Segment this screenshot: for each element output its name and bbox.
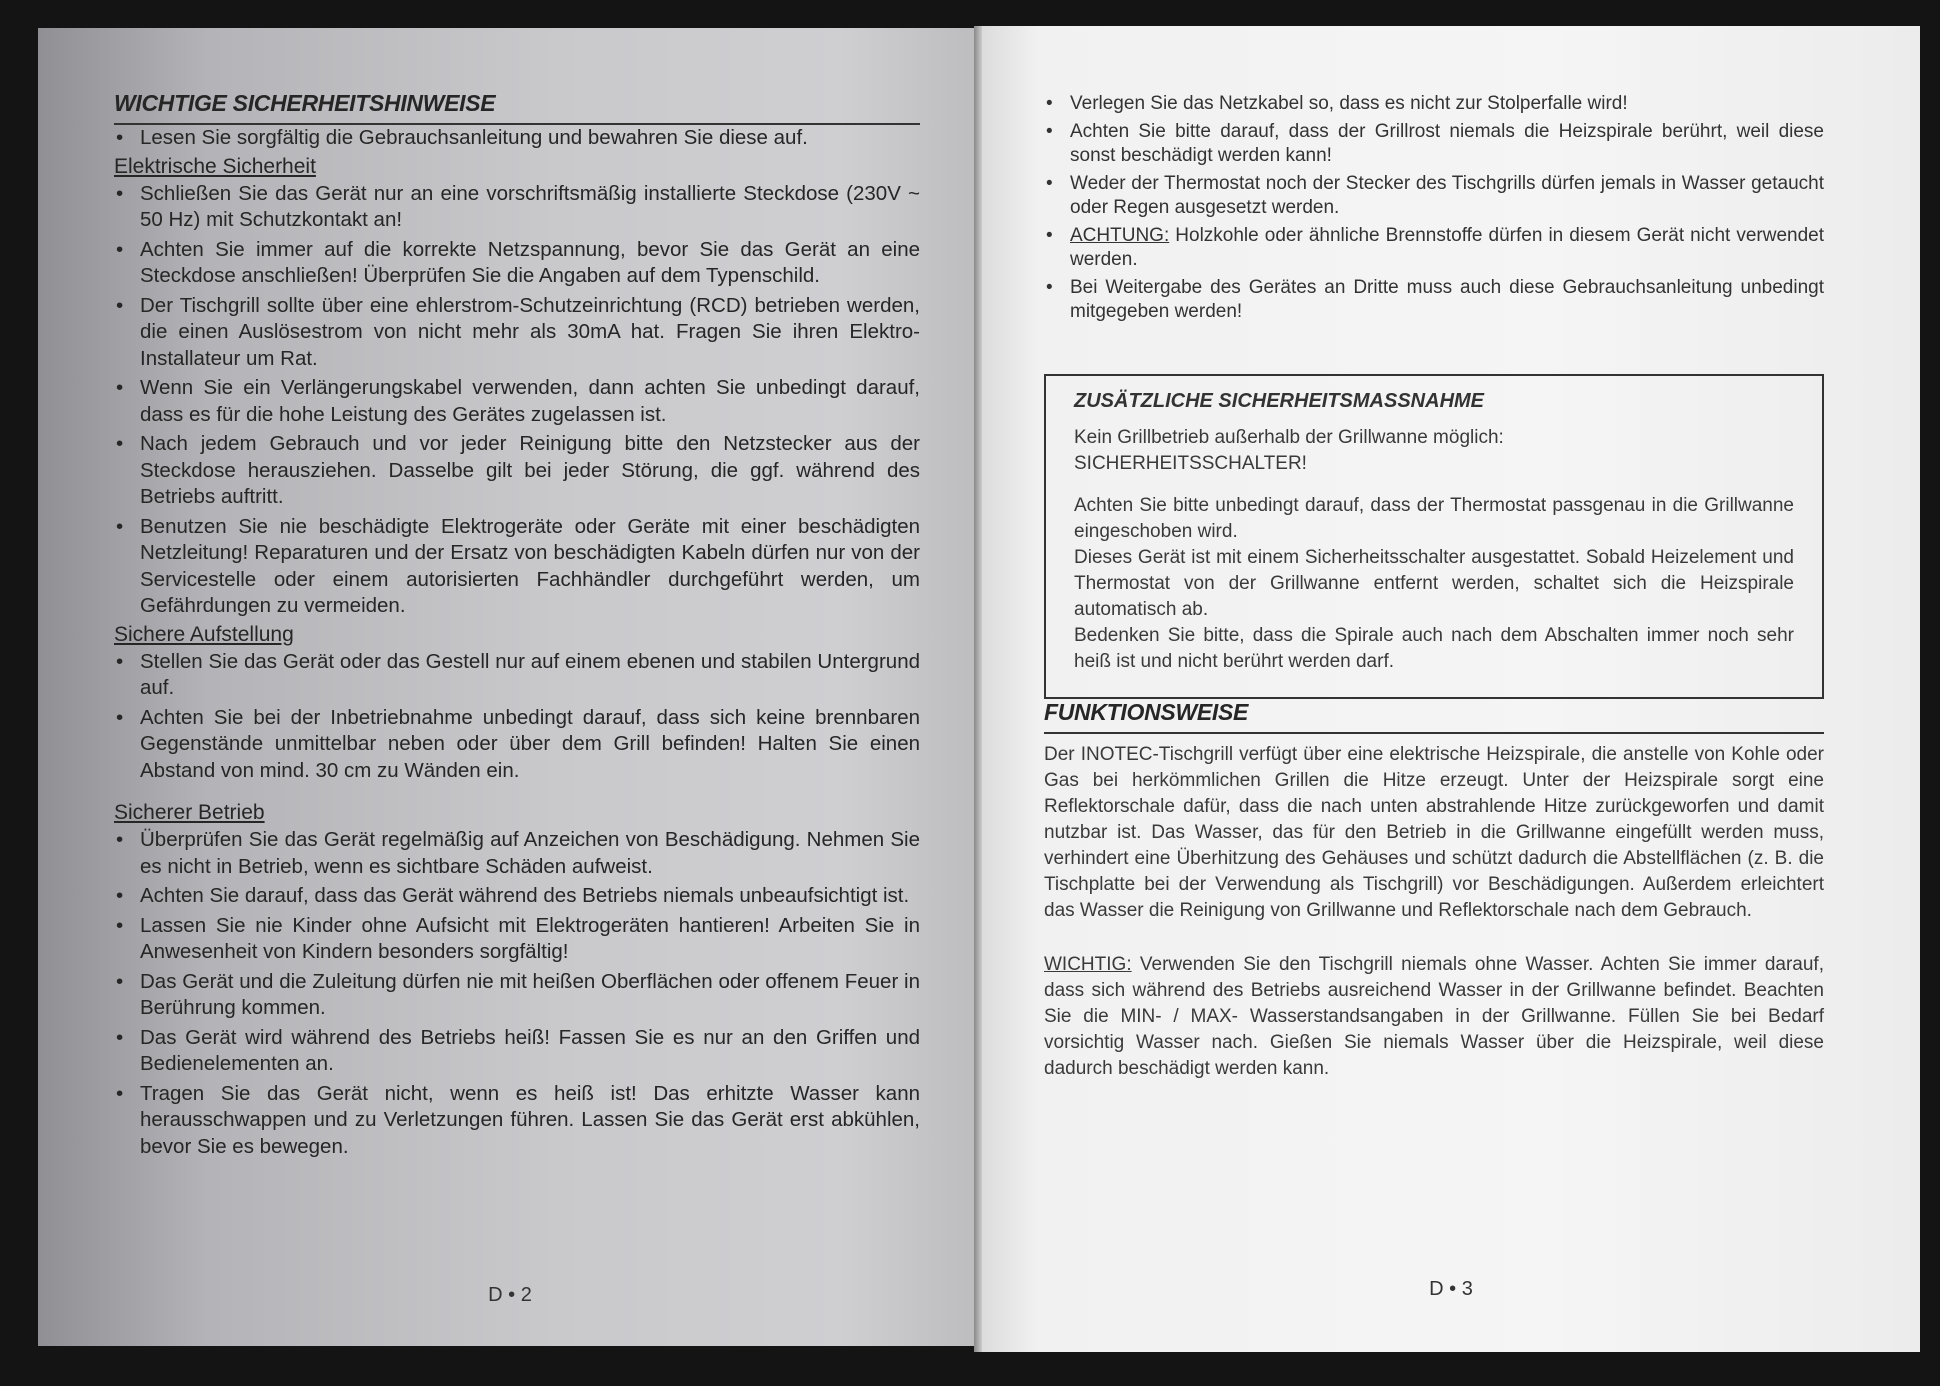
list-item: • Weder der Thermostat noch der Stecker des Tischgrills dürfen jemals in Wasser getaucht oder Regen ausgesetzt werden.	[1044, 172, 1824, 220]
page-number: D • 3	[1429, 1278, 1473, 1300]
list-item: • Lassen Sie nie Kinder ohne Aufsicht mit Elektrogeräten hantieren! Arbeiten Sie in Anwesenheit von Kindern besonders sorgfältig!	[114, 913, 920, 966]
list-item: • Achten Sie bei der Inbetriebnahme unbedingt darauf, dass sich keine brennbaren Gegenstände unmittelbar neben oder über dem Grill befinden! Halten Sie einen Abstand von mind. 30 cm zu Wänden ein.	[114, 705, 920, 785]
box-line: SICHERHEITSSCHALTER!	[1074, 453, 1307, 474]
list-item: • Wenn Sie ein Verlängerungskabel verwenden, dann achten Sie unbedingt darauf, dass es für die hohe Leistung des Gerätes zugelassen ist.	[114, 375, 920, 428]
list-item: • Schließen Sie das Gerät nur an eine vorschriftsmäßig installierte Steckdose (230V ~ 50 Hz) mit Schutzkontakt an!	[114, 181, 920, 234]
box-paragraph: Bedenken Sie bitte, dass die Spirale auch nach dem Abschalten immer noch sehr heiß ist und nicht berührt werden darf.	[1074, 625, 1794, 672]
safe-setup-list	[114, 649, 920, 785]
list-item: • Überprüfen Sie das Gerät regelmäßig auf Anzeichen von Beschädigung. Nehmen Sie es nicht in Betrieb, wenn es sichtbare Schäden aufweist.	[114, 827, 920, 880]
list-item: • Benutzen Sie nie beschädigte Elektrogeräte oder Geräte mit einer beschädigten Netzleitung! Reparaturen und der Ersatz von beschädigten Kabeln dürfen nur von der Servicestelle oder einem autorisierten Fachhändler durchgeführt werden, um Gefährdungen zu vermeiden.	[114, 514, 920, 620]
box-line: Kein Grillbetrieb außerhalb der Grillwanne möglich:	[1074, 427, 1504, 448]
box-title: ZUSÄTZLICHE SICHERHEITSMASSNAHME	[1074, 390, 1485, 412]
wichtig-label: WICHTIG:	[1044, 954, 1132, 975]
electrical-safety-list	[114, 181, 920, 620]
list-item: • Der Tischgrill sollte über eine ehlerstrom-Schutzeinrichtung (RCD) betrieben werden, die einen Auslösestrom von nicht mehr als 30mA hat. Fragen Sie ihren Elektro-Installateur um Rat.	[114, 293, 920, 373]
page-number: D • 2	[488, 1284, 532, 1306]
right-page	[982, 26, 1920, 1352]
list-item: • Achten Sie bitte darauf, dass der Grillrost niemals die Heizspirale berührt, weil diese sonst beschädigt werden kann!	[1044, 120, 1824, 168]
achtung-text: Holzkohle oder ähnliche Brennstoffe dürfen in diesem Gerät nicht verwendet werden.	[1070, 225, 1824, 270]
list-item: • Verlegen Sie das Netzkabel so, dass es nicht zur Stolperfalle wird!	[1044, 92, 1824, 116]
list-item: • Achten Sie darauf, dass das Gerät während des Betriebs niemals unbeaufsichtigt ist.	[114, 883, 920, 910]
safety-heading: WICHTIGE SICHERHEITSHINWEISE	[114, 90, 920, 125]
list-item: • Das Gerät und die Zuleitung dürfen nie mit heißen Oberflächen oder offenem Feuer in Berührung kommen.	[114, 969, 920, 1022]
safe-operation-subheading: Sicherer Betrieb	[114, 801, 265, 824]
list-item: • Das Gerät wird während des Betriebs heiß! Fassen Sie es nur an den Griffen und Bedienelementen an.	[114, 1025, 920, 1078]
box-paragraph: Dieses Gerät ist mit einem Sicherheitsschalter ausgestattet. Sobald Heizelement und Thermostat von der Grillwanne entfernt werden, schaltet sich die Heizspirale automatisch ab.	[1074, 547, 1794, 620]
function-heading: FUNKTIONSWEISE	[1044, 699, 1824, 734]
important-paragraph	[1044, 952, 1824, 1082]
list-item: • Achten Sie immer auf die korrekte Netzspannung, bevor Sie das Gerät an eine Steckdose anschließen! Überprüfen Sie die Angaben auf dem Typenschild.	[114, 237, 920, 290]
list-item: • Tragen Sie das Gerät nicht, wenn es heiß ist! Das erhitzte Wasser kann herausschwappen und zu Verletzungen führen. Lassen Sie das Gerät erst abkühlen, bevor Sie es bewegen.	[114, 1081, 920, 1161]
safe-setup-subheading: Sichere Aufstellung	[114, 622, 294, 646]
list-item: • Stellen Sie das Gerät oder das Gestell nur auf einem ebenen und stabilen Untergrund auf.	[114, 649, 920, 702]
safe-operation-list	[114, 827, 920, 1160]
safety-continued-list	[1044, 92, 1824, 324]
achtung-label: ACHTUNG:	[1070, 225, 1170, 246]
intro-list	[114, 125, 920, 152]
left-page	[38, 28, 982, 1346]
function-paragraph: Der INOTEC-Tischgrill verfügt über eine elektrische Heizspirale, die anstelle von Kohle oder Gas bei herkömmlichen Grillen die Hitze erzeugt. Unter der Heizspirale sorgt eine Reflektorschale dafür, dass die nach unten abstrahlende Hitze zurückgeworfen und damit nutzbar ist. Das Wasser, das für den Betrieb in die Grillwanne eingefüllt werden muss, verhindert eine Überhitzung des Gehäuses und schützt dadurch die Abstellflächen (z. B. die Tischplatte bei der Verwendung als Tischgrill) vor Beschädigungen. Außerdem erleichtert das Wasser die Reinigung von Grillwanne und Reflektorschale nach dem Gebrauch.	[1044, 744, 1824, 921]
list-item: • Nach jedem Gebrauch und vor jeder Reinigung bitte den Netzstecker aus der Steckdose herausziehen. Dasselbe gilt bei jeder Störung, die ggf. während des Betriebs auftritt.	[114, 431, 920, 511]
electrical-safety-subheading: Elektrische Sicherheit	[114, 154, 316, 178]
box-paragraph: Achten Sie bitte unbedingt darauf, dass der Thermostat passgenau in die Grillwanne eingeschoben wird.	[1074, 495, 1794, 542]
list-item: • Bei Weitergabe des Gerätes an Dritte muss auch diese Gebrauchsanleitung unbedingt mitgegeben werden!	[1044, 276, 1824, 324]
wichtig-text: Verwenden Sie den Tischgrill niemals ohne Wasser. Achten Sie immer darauf, dass sich während des Betriebs ausreichend Wasser in der Grillwanne befindet. Beachten Sie die MIN- / MAX- Wasserstandsangaben in der Grillwanne. Füllen Sie bei Bedarf vorsichtig Wasser nach. Gießen Sie niemals Wasser über die Heizspirale, weil diese dadurch beschädigt werden kann.	[1044, 954, 1824, 1079]
list-item	[1044, 224, 1824, 272]
list-item: • Lesen Sie sorgfältig die Gebrauchsanleitung und bewahren Sie diese auf.	[114, 125, 920, 152]
additional-safety-box	[1044, 374, 1824, 699]
